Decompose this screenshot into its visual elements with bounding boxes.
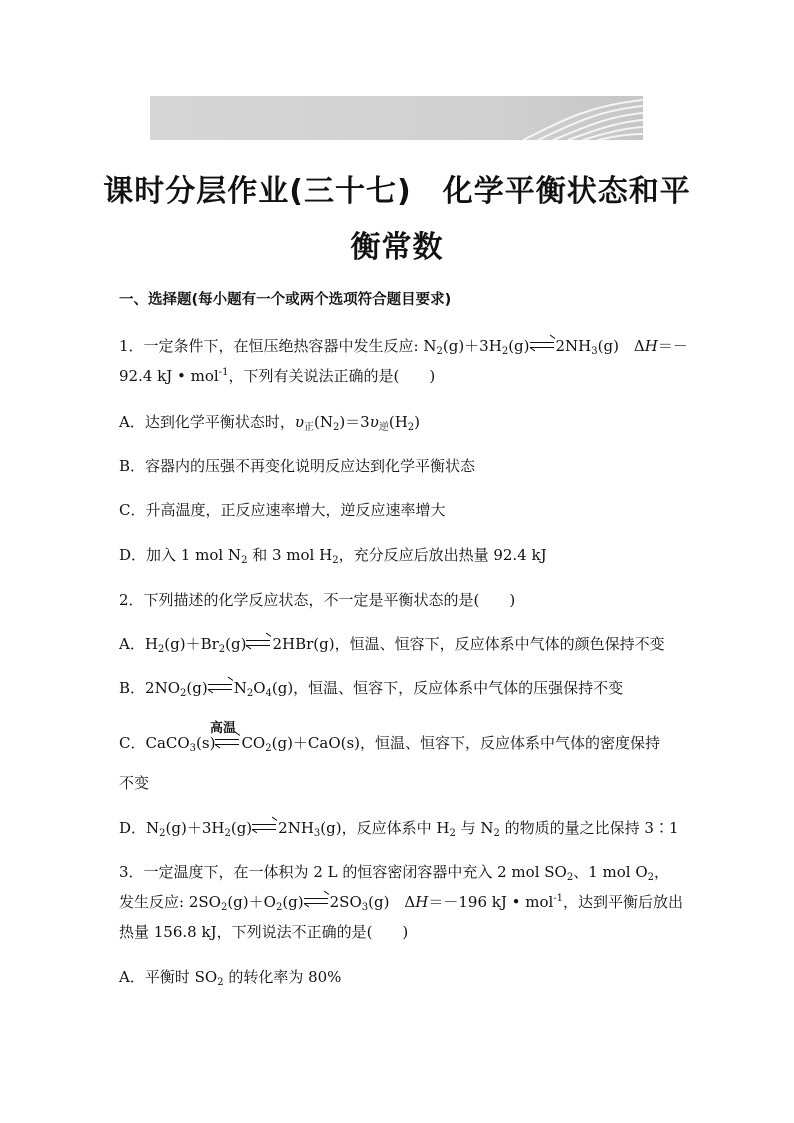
equilibrium-arrow-icon (252, 820, 278, 834)
q2-option-b: B．$2NO_2(g)$ $N_2O_4(g)$，恒温、恒容下，反应体系中气体的压强保持不变 (119, 678, 679, 698)
q3-stem-line-2: 发生反应: $2SO_2(g)+O_2(g)$ $2SO_3(g)$ ΔH＝－196 kJ • mol$^{-1}$，达到平衡后放出 (119, 892, 679, 912)
q1-option-d: D．加入 1 mol $N_2$ 和 3 mol $H_2$，充分反应后放出热量 92.4 kJ (119, 546, 547, 566)
q1-stem-line-1: 1．一定条件下，在恒压绝热容器中发生反应: $N_2(g)+3H_2(g)$ $2NH_3(g)$ ΔH＝－ (119, 336, 679, 356)
q1-stem-line-2: 92.4 kJ • mol$^{-1}$，下列有关说法正确的是( ) (119, 367, 436, 385)
q3-stem-line-3: 热量 156.8 kJ，下列说法不正确的是( ) (119, 923, 409, 941)
equilibrium-arrow-icon (304, 894, 330, 908)
page-title-line-1: 课时分层作业(三十七) 化学平衡状态和平 (103, 174, 691, 209)
q3-option-a: A．平衡时 $SO_2$ 的转化率为 80% (119, 968, 342, 988)
wave-decoration-icon (513, 96, 643, 140)
header-banner (150, 96, 643, 140)
equilibrium-arrow-icon (530, 338, 556, 352)
q2-option-d: D．$N_2(g)+3H_2(g)$ $2NH_3(g)$，反应体系中 $H_2$ 与 $N_2$ 的物质的量之比保持 3∶1 (119, 818, 679, 838)
q1-option-a: A．达到化学平衡状态时，$\upsilon_正(N_2)=3\upsilon_逆(H_2)$ (119, 413, 421, 433)
equilibrium-arrow-icon (215, 735, 241, 749)
q2-option-c-continued: 不变 (119, 774, 150, 792)
page-title-line-2: 衡常数 (350, 230, 444, 265)
section-heading: 一、选择题(每小题有一个或两个选项符合题目要求) (119, 292, 452, 308)
q2-option-c: C．CaCO$_3$(s) $CO_2(g)+CaO(s)$，恒温、恒容下，反应体系中气体的密度保持 (119, 733, 679, 753)
equilibrium-arrow-icon (246, 636, 272, 650)
equilibrium-arrow-icon (208, 680, 234, 694)
q1-option-c: C．升高温度，正反应速率增大，逆反应速率增大 (119, 501, 446, 519)
q2-option-a: A．$H_2(g)+Br_2(g)$ 2HBr(g)，恒温、恒容下，反应体系中气体的颜色保持不变 (119, 634, 679, 654)
q3-stem-line-1: 3．一定温度下，在一体积为 2 L 的恒容密闭容器中充入 2 mol $SO_2$、1 mol $O_2$， (119, 863, 670, 883)
q2-option-c-condition: 高温 (210, 721, 237, 736)
q1-option-b: B．容器内的压强不再变化说明反应达到化学平衡状态 (119, 457, 476, 475)
q2-stem: 2．下列描述的化学反应状态，不一定是平衡状态的是( ) (119, 591, 516, 609)
